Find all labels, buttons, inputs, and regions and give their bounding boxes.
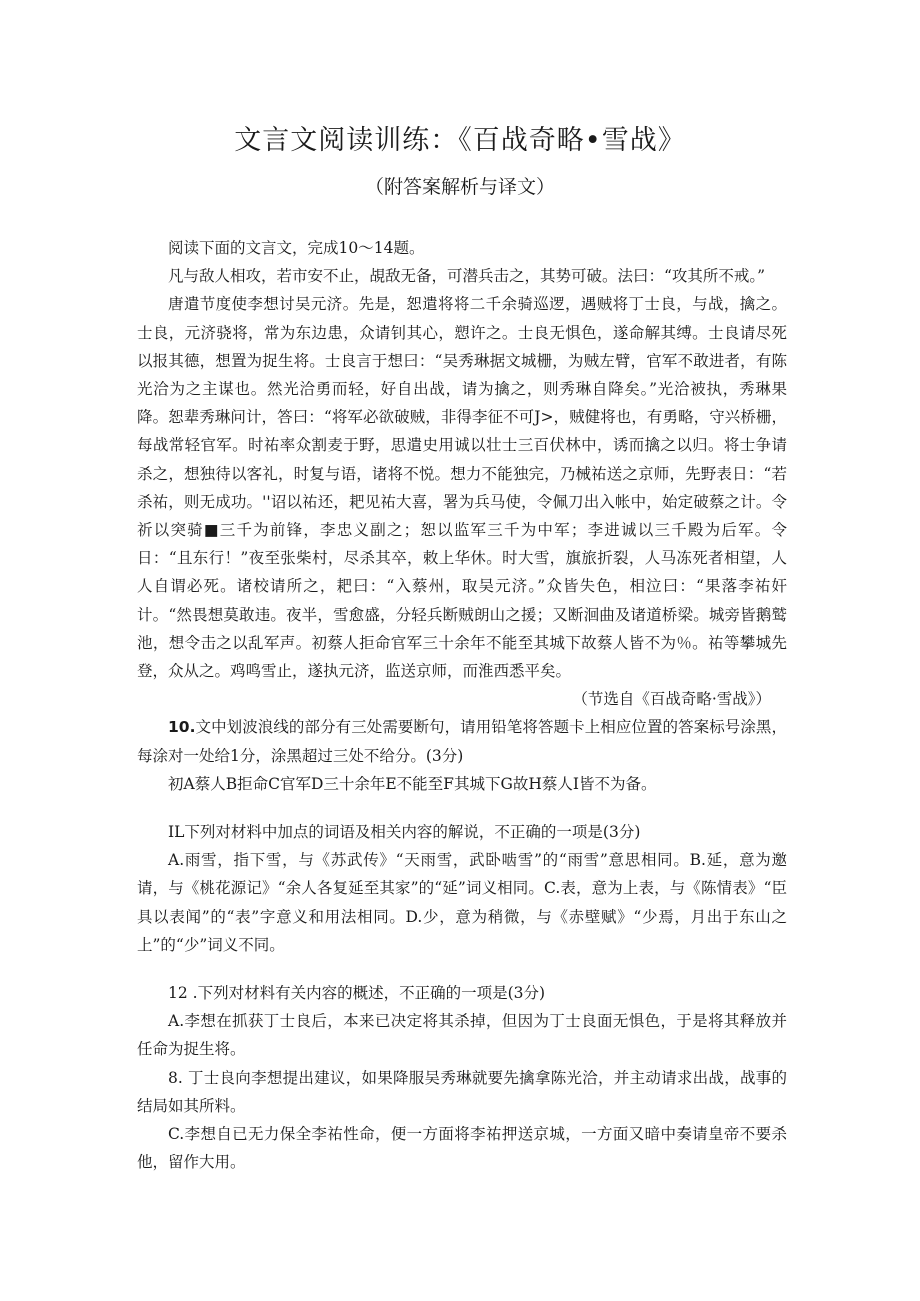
reading-instruction: 阅读下面的文言文，完成10〜14题。 [168, 239, 425, 257]
passage-source: （节选自《百战奇略·雪战》） [572, 690, 771, 709]
page-subtitle: （附答案解析与译文） [364, 176, 555, 198]
question-10-text: 文中划波浪线的部分有三处需要断句，请用铅笔将答题卡上相应位置的答案标号涂黑，每涂对一处给1分，涂黑超过三处不给分。(3分) [137, 718, 787, 765]
question-11-stem: IL下列对材料中加点的词语及相关内容的解说，不正确的一项是(3分) [168, 823, 641, 842]
question-12-option-a: A.李想在抓获丁士良后，本来已决定将其杀掉，但因为丁士良面无惧色，于是将其释放并任命为捉生将。 [137, 1012, 787, 1059]
question-12-option-c: C.李想自已无力保全李祐性命，便一方面将李祐押送京城，一方面又暗中奏请皇帝不要杀他，留作大用。 [137, 1125, 787, 1172]
question-12-stem: 12 .下列对材料有关内容的概述，不正确的一项是(3分) [168, 984, 546, 1003]
spacer [137, 798, 787, 818]
question-11-options: A.雨雪，指下雪，与《苏武传》“天雨雪，武卧啮雪”的“雨雪”意思相同。B.延，意为邀请，与《桃花源记》“余人各复延至其家”的“延”词义相同。C.表，意为上表，与《陈情表》“臣具以表闻”的“表”字意义和用法相同。D.少，意为稍微，与《赤壁赋》“少焉，月出于东山之上”的“少”词义不同。 [137, 851, 787, 954]
question-12-option-b: 8. 丁士良向李想提出建议，如果降服吴秀琳就要先擒拿陈光洽，并主动请求出战，战事的结局如其所料。 [137, 1068, 787, 1115]
document-body [137, 234, 787, 1177]
passage-paragraph-1: 凡与敌人相攻，若市安不止，覘敌无备，可潜兵击之，其势可破。法曰：“攻其所不戒。” [168, 267, 766, 286]
spacer [137, 959, 787, 979]
page-title: 文言文阅读训练：《百战奇略•雪战》 [234, 125, 686, 156]
question-10-number: 10. [168, 718, 196, 737]
question-10 [137, 713, 787, 769]
question-10-options: 初A蔡人B拒命C官军D三十余年E不能至F其城下G故H蔡人I皆不为备。 [168, 774, 657, 793]
passage-paragraph-2: 唐遣节度使李想讨吴元济。先是，恕遣将将二千余骑巡逻，遇贼将丁士良，与战，擒之。士良，元济骁将，常为东边患，众请钊其心，愬许之。士良无惧色，遂命解其缚。士良请尽死以报其德，想置为捉生将。士良言于想曰：“吴秀琳据文城栅，为贼左臂，官军不敢进者，有陈光洽为之主谋也。然光洽勇而轻，好自出战，请为擒之，则秀琳自降矣。”光洽被执，秀琳果降。恕辈秀琳问计，答曰：“将军必欲破贼，非得李征不可J>，贼健将也，有勇略，守兴桥栅，每战常轻官军。时祐率众割麦于野，思遣史用诚以壮士三百伏林中，诱而擒之以归。将士争请杀之，想独待以客礼，时复与语，诸将不悦。想力不能独完，乃械祐送之京师，先野表日：“若杀祐，则无成功。''诏以祐还，耙见祐大喜，署为兵马使，令佩刀出入帐中，始定破蔡之计。令祈以突骑■三千为前锋，李忠义副之；恕以监军三千为中军；李进诚以三千殿为后军。令日：“且东行！”夜至张柴村，尽杀其卒，敕上华休。时大雪，旗旅折裂，人马冻死者相望，人人自谓必死。诸校请所之，耙曰：“入蔡州，取吴元济。”众皆失色，相泣曰：“果落李祐奸计。“然畏想莫敢违。夜半，雪愈盛，分轻兵断贼朗山之援；又断洄曲及诸道桥梁。城旁皆鹅鹫池，想令击之以乱军声。初蔡人拒命官军三十余年不能至其城下故蔡人皆不为％。祐等攀城先登，众从之。鸡鸣雪止，遂执元济，监送京师，而淮西悉平矣。 [137, 295, 787, 681]
